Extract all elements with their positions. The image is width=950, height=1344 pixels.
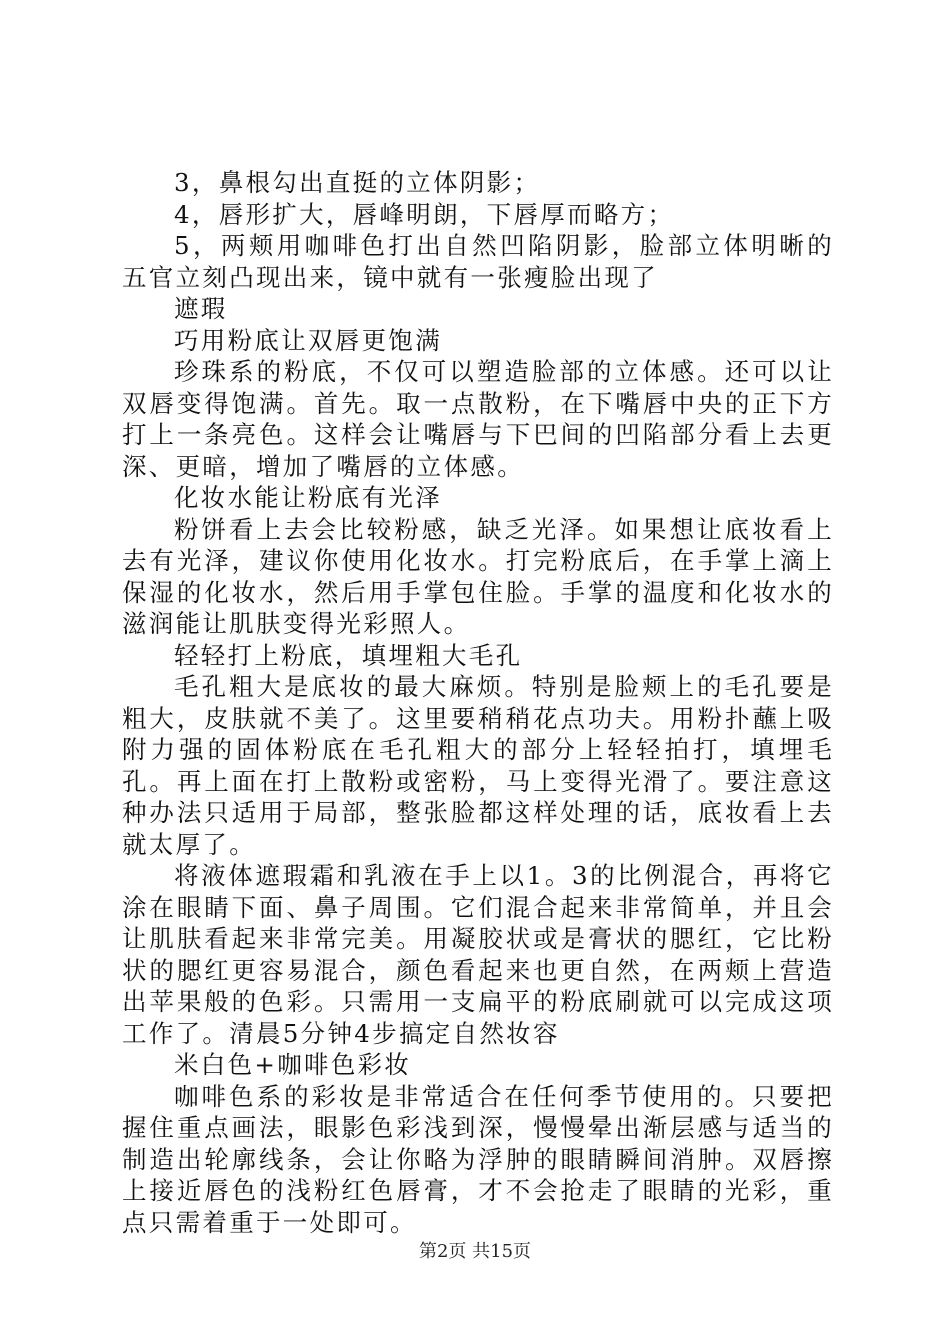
- paragraph-step-4: 4，唇形扩大，唇峰明朗，下唇厚而略方；: [174, 199, 675, 229]
- paragraph-pressed-powder: 粉饼看上去会比较粉感，缺乏光泽。如果想让底妆看上去有光泽，建议你使用化妆水。打完粉底后，在手掌上滴上保湿的化妆水，然后用手掌包住脸。手掌的温度和化妆水的滋润能让肌肤变得光彩照人。: [122, 514, 834, 638]
- paragraph-pearl-foundation: 珍珠系的粉底，不仅可以塑造脸部的立体感。还可以让双唇变得饱满。首先。取一点散粉，在下嘴唇中央的正下方打上一条亮色。这样会让嘴唇与下巴间的凹陷部分看上去更深、更暗，增加了嘴唇的立体感。: [122, 357, 834, 481]
- document-body: [122, 167, 834, 1238]
- paragraph-liquid-concealer: 将液体遮瑕霜和乳液在手上以1。3的比例混合，再将它涂在眼睛下面、鼻子周围。它们混合起来非常简单，并且会让肌肤看起来非常完美。用凝胶状或是膏状的腮红，它比粉状的腮红更容易混合，颜色看起来也更自然，在两颊上营造出苹果般的色彩。只需用一支扁平的粉底刷就可以完成这项工作了。清晨5分钟4步搞定自然妆容: [122, 861, 834, 1048]
- section-heading-concealer: 遮瑕: [174, 294, 228, 323]
- subheading-toner-gloss: 化妆水能让粉底有光泽: [174, 483, 442, 512]
- subheading-beige-coffee-makeup: 米白色+咖啡色彩妆: [174, 1050, 412, 1079]
- paragraph-step-3: 3，鼻根勾出直挺的立体阴影；: [174, 168, 541, 197]
- page-number-footer: 第2页 共15页: [418, 1241, 532, 1262]
- paragraph-step-5: 5，两颊用咖啡色打出自然凹陷阴影，脸部立体明晰的五官立刻凸现出来，镜中就有一张瘦脸出现了: [122, 231, 834, 292]
- paragraph-coffee-makeup: 咖啡色系的彩妆是非常适合在任何季节使用的。只要把握住重点画法，眼影色彩浅到深，慢慢晕出渐层感与适当的制造出轮廓线条，会让你略为浮肿的眼睛瞬间消肿。双唇擦上接近唇色的浅粉红色唇膏，才不会抢走了眼睛的光彩，重点只需着重于一处即可。: [122, 1081, 834, 1237]
- subheading-foundation-lips: 巧用粉底让双唇更饱满: [174, 325, 442, 355]
- subheading-pores: 轻轻打上粉底，填埋粗大毛孔: [174, 640, 523, 670]
- paragraph-pores: 毛孔粗大是底妆的最大麻烦。特别是脸颊上的毛孔要是粗大，皮肤就不美了。这里要稍稍花点功夫。用粉扑蘸上吸附力强的固体粉底在毛孔粗大的部分上轻轻拍打，填埋毛孔。再上面在打上散粉或密粉，马上变得光滑了。要注意这种办法只适用于局部，整张脸都这样处理的话，底妆看上去就太厚了。: [122, 672, 834, 859]
